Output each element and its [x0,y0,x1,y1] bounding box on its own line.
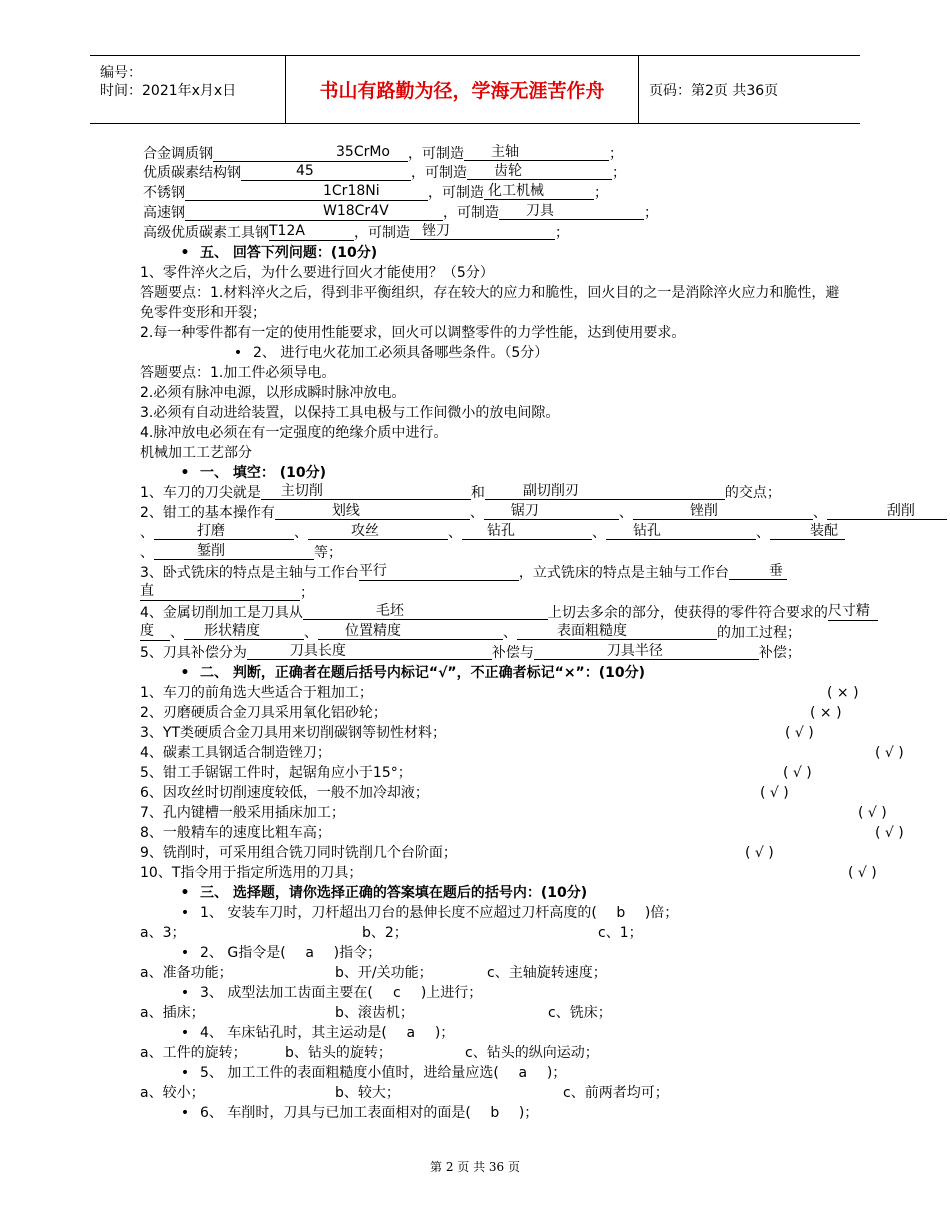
part-title: 机械加工工艺部分 [140,445,252,461]
fill-question: 度 、 形状精度 、 位置精度 、 表面粗糙度 的加工过程； [140,623,801,641]
answer-line: 答题要点：1.材料淬火之后，得到非平衡组织，存在较大的应力和脆性，回火目的之一是消除淬火应力和脆性，避 [140,285,840,301]
judge-item: 6、因攻丝时切削速度较低，一般不加冷却液； ( √ ) [140,785,789,801]
section-title: • 五、 回答下列问题：(10分) [180,245,378,261]
header-motto-cell [286,56,639,123]
judge-answer: ( × ) [810,705,842,721]
fill-question: 3、卧式铣床的特点是主轴与工作台平行 ，立式铣床的特点是主轴与工作台 垂 [140,563,787,583]
fill-question: 直 ； [140,583,314,601]
answer-line: 2.每一种零件都有一定的使用性能要求，回火可以调整零件的力学性能，达到使用要求。 [140,325,686,341]
judge-answer: ( × ) [827,685,859,701]
judge-item: 8、一般精车的速度比粗车高； ( √ ) [140,825,904,841]
code-label: 编号： [100,65,142,81]
choice-answer: c [392,985,401,1001]
choice-answer: a [406,1025,416,1041]
material-line: 合金调质钢 35CrMo ，可制造 主轴 ； [143,144,623,162]
choice-options: a、较小； b、较大； c、前两者均可； [140,1085,669,1101]
header-meta-cell [90,56,286,123]
choice-question: • 4、 车床钻孔时，其主运动是( a )； [180,1025,455,1041]
header-page-cell [639,56,860,123]
time-label: 时间：2021年x月x日 [100,83,237,99]
fill-question: 5、刀具补偿分为 刀具长度 补偿与 刀具半径 补偿； [140,643,801,661]
question: • 2、 进行电火花加工必须具备哪些条件。（5分） [233,345,549,361]
answer-line: 答题要点：1.加工件必须导电。 [140,365,336,381]
choice-question: • 5、 加工工件的表面粗糙度小值时，进给量应选( a )； [180,1065,567,1081]
choice-question: • 6、 车削时，刀具与已加工表面相对的面是( b )； [180,1105,539,1121]
material-line: 高级优质碳素工具钢T12A ，可制造 锉刀 ； [143,223,569,241]
judge-answer: ( √ ) [785,725,814,741]
section-title: • 二、 判断，正确者在题后括号内标记“√”，不正确者标记“×”：(10分) [180,665,646,681]
judge-answer: ( √ ) [760,785,789,801]
page-header [90,55,860,124]
choice-options: a、工件的旋转； b、钻头的旋转； c、钻头的纵向运动； [140,1045,599,1061]
judge-item: 3、YT类硬质合金刀具用来切削碳钢等韧性材料； ( √ ) [140,725,814,741]
judge-item: 4、碳素工具钢适合制造锉刀； ( √ ) [140,745,904,761]
judge-answer: ( √ ) [783,765,812,781]
answer-line: 3.必须有自动进给装置，以保持工具电极与工作间微小的放电间隙。 [140,405,560,421]
fill-question: 4、金属切削加工是刀具从 毛坯 上切去多余的部分，使获得的零件符合要求的尺寸精 [140,603,878,623]
judge-answer: ( √ ) [875,825,904,841]
section-title: • 三、 选择题，请你选择正确的答案填在题后的括号内：(10分) [180,885,588,901]
judge-item: 9、铣削时，可采用组合铣刀同时铣削几个台阶面； ( √ ) [140,845,774,861]
choice-options: a、插床； b、滚齿机； c、铣床； [140,1005,612,1021]
choice-question: • 1、 安装车刀时，刀杆超出刀台的悬伸长度不应超过刀杆高度的( b )倍； [180,905,679,921]
choice-answer: a [305,945,314,961]
choice-answer: b [490,1105,500,1121]
question: 1、零件淬火之后，为什么要进行回火才能使用？（5分） [140,265,494,281]
motto: 书山有路勤为径，学海无涯苦作舟 [319,80,605,102]
judge-item: 2、刃磨硬质合金刀具采用氧化铝砂轮； ( × ) [140,705,842,721]
answer-line: 2.必须有脉冲电源，以形成瞬时脉冲放电。 [140,385,406,401]
section-title: • 一、 填空： (10分) [180,465,327,481]
material-line: 高速钢 W18Cr4V ，可制造 刀具 ； [143,203,658,221]
page-footer: 第 2 页 共 36 页 [430,1160,520,1174]
choice-question: • 2、 G指令是( a )指令； [180,945,382,961]
page-info: 页码：第2页 共36页 [649,82,779,99]
judge-item: 5、钳工手锯锯工件时，起锯角应小于15°； ( √ ) [140,765,812,781]
fill-question: 、 錾削 等； [140,543,342,561]
fill-question: 1、车刀的刀尖就是 主切削 和 副切削刃 的交点； [140,483,781,501]
choice-answer: a [518,1065,528,1081]
judge-item: 7、孔内键槽一般采用插床加工； ( √ ) [140,805,887,821]
choice-options: a、3； b、2； c、1； [140,925,643,941]
judge-answer: ( √ ) [858,805,887,821]
fill-question: 、 打磨 、 攻丝 、 钻孔 、 钻孔 、 装配 [140,523,845,543]
judge-answer: ( √ ) [848,865,877,881]
material-line: 优质碳素结构钢 45 ，可制造 齿轮 ； [143,163,626,181]
judge-answer: ( √ ) [875,745,904,761]
judge-answer: ( √ ) [745,845,774,861]
choice-answer: b [616,905,626,921]
fill-question: 2、钳工的基本操作有 划线 、 锯刀 、 锉削 、 刮削 [140,503,947,523]
answer-line: 免零件变形和开裂； [140,305,266,321]
answer-line: 4.脉冲放电必须在有一定强度的绝缘介质中进行。 [140,425,448,441]
choice-question: • 3、 成型法加工齿面主要在( c )上进行； [180,985,483,1001]
choice-options: a、准备功能； b、开/关功能； c、主轴旋转速度； [140,965,607,981]
judge-item: 1、车刀的前角选大些适合于粗加工； ( × ) [140,685,859,701]
material-line: 不锈钢 1Cr18Ni ，可制造 化工机械 ； [143,183,608,201]
judge-item: 10、T指令用于指定所选用的刀具； ( √ ) [140,865,877,881]
